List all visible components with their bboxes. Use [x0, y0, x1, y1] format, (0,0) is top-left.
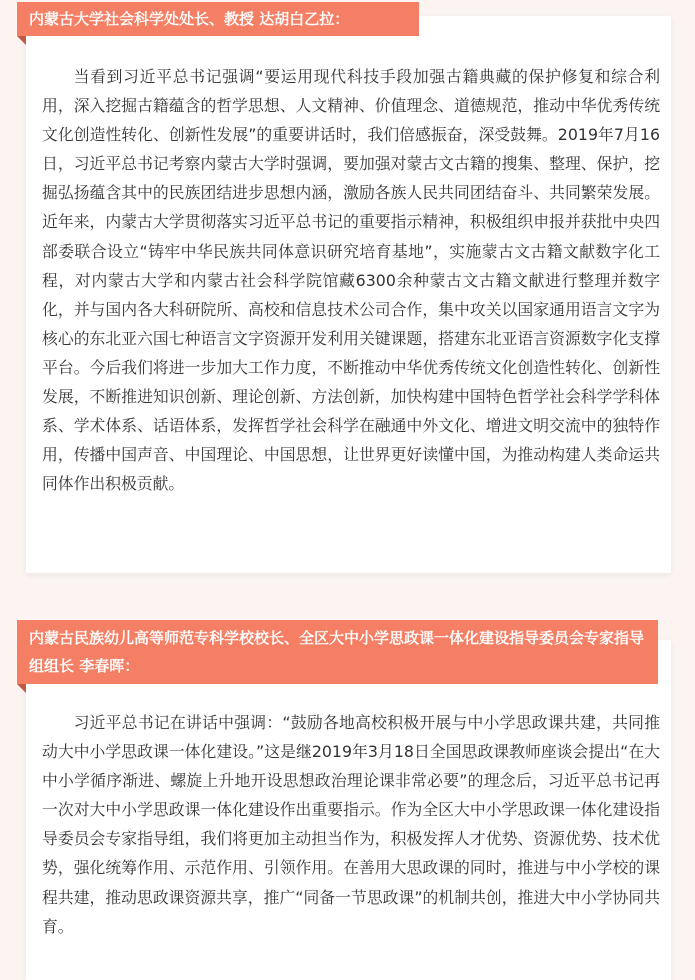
section-heading-2: 内蒙古民族幼儿高等师范专科学校校长、全区大中小学思政课一体化建设指导委员会专家指导组组长 李春晖：: [17, 620, 658, 684]
section-body-1: 当看到习近平总书记强调“要运用现代科技手段加强古籍典藏的保护修复和综合利用，深入挖掘古籍蕴含的哲学思想、人文精神、价值理念、道德规范，推动中华优秀传统文化创造性转化、创新性发展”的重要讲话时，我们倍感振奋，深受鼓舞。2019年7月16日，习近平总书记考察内蒙古大学时强调，要加强对蒙古文古籍的搜集、整理、保护，挖掘弘扬蕴含其中的民族团结进步思想内涵，激励各族人民共同团结奋斗、共同繁荣发展。近年来，内蒙古大学贯彻落实习近平总书记的重要指示精神，积极组织申报并获批中央四部委联合设立“铸牢中华民族共同体意识研究培育基地”，实施蒙古文古籍文献数字化工程，对内蒙古大学和内蒙古社会科学院馆藏6300余种蒙古文古籍文献进行整理并数字化，并与国内各大科研院所、高校和信息技术公司合作，集中攻关以国家通用语言文字为核心的东北亚六国七种语言文字资源开发利用关键课题，搭建东北亚语言资源数字化支撑平台。今后我们将进一步加大工作力度，不断推动中华优秀传统文化创造性转化、创新性发展，不断推进知识创新、理论创新、方法创新，加快构建中国特色哲学社会科学学科体系、学术体系、话语体系，发挥哲学社会科学在融通中外文化、增进文明交流中的独特作用，传播中国声音、中国理论、中国思想，让世界更好读懂中国，为推动构建人类命运共同体作出积极贡献。: [42, 67, 660, 494]
heading-fold-1: [17, 36, 26, 45]
section-heading-1: 内蒙古大学社会科学处处长、教授 达胡白乙拉：: [17, 2, 419, 36]
section-body-2: 习近平总书记在讲话中强调：“鼓励各地高校积极开展与中小学思政课共建，共同推动大中小学思政课一体化建设。”这是继2019年3月18日全国思政课教师座谈会提出“在大中小学循序渐进、螺旋上升地开设思想政治理论课非常必要”的理念后，习近平总书记再一次对大中小学思政课一体化建设作出重要指示。作为全区大中小学思政课一体化建设指导委员会专家指导组，我们将更加主动担当作为，积极发挥人才优势、资源优势、技术优势，强化统筹作用、示范作用、引领作用。在善用大思政课的同时，推进与中小学校的课程共建，推动思政课资源共享，推广“同备一节思政课”的机制共创，推进大中小学协同共育。: [42, 713, 660, 936]
heading-fold-2: [17, 684, 26, 693]
